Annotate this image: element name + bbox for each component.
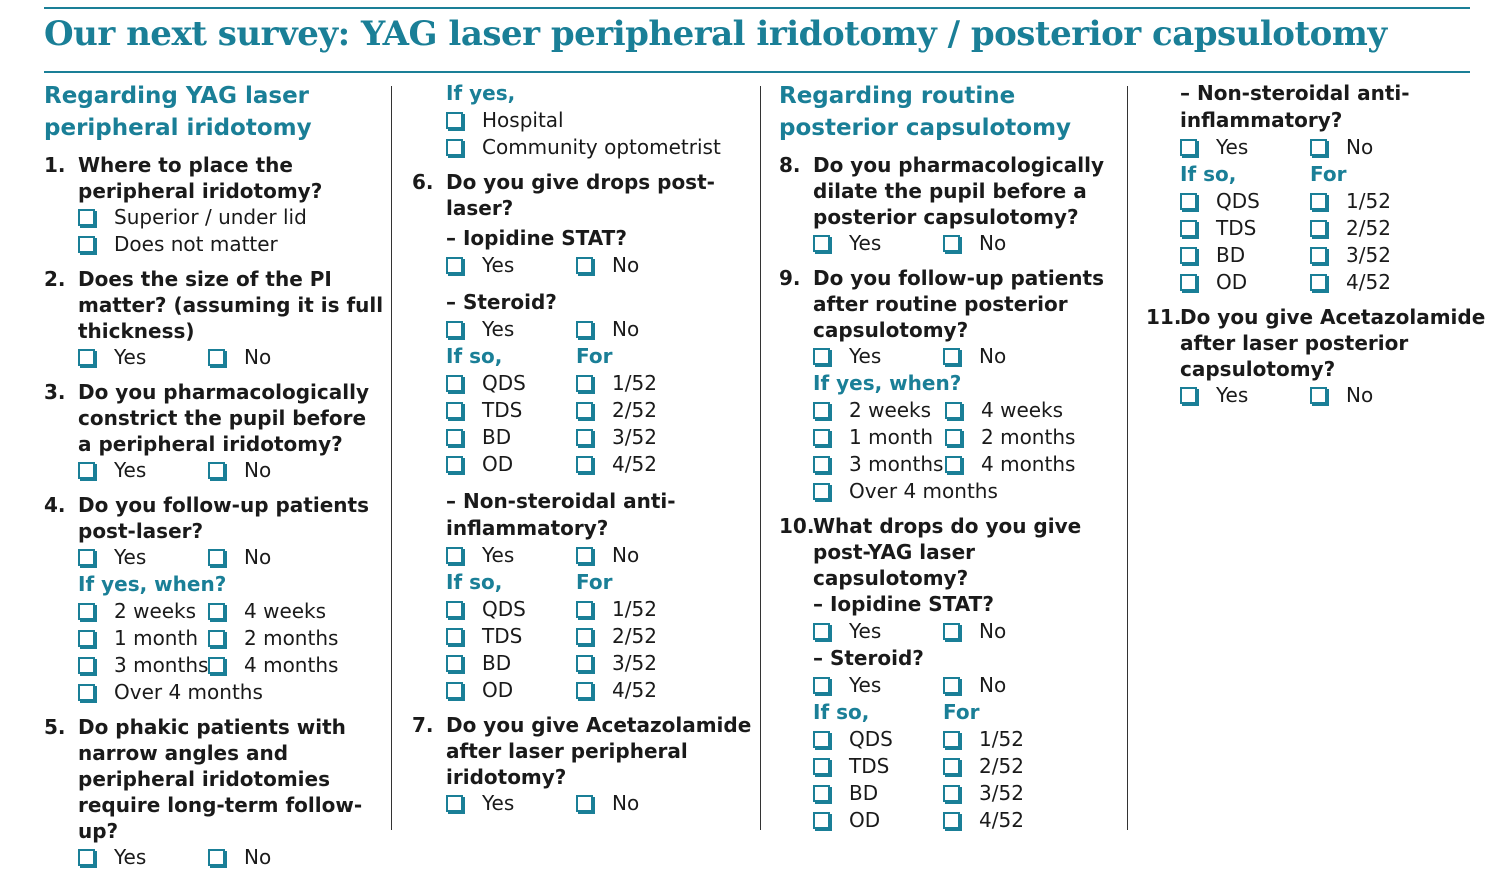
square-checkbox-icon[interactable]	[446, 655, 463, 672]
option-label: TDS	[1216, 216, 1257, 240]
option-label: No	[244, 845, 272, 869]
square-checkbox-icon[interactable]	[78, 630, 95, 647]
square-checkbox-icon[interactable]	[446, 601, 463, 618]
option-2-52[interactable]	[1310, 215, 1391, 242]
option-od[interactable]	[446, 451, 576, 478]
if-so-label: If so,	[1180, 162, 1237, 186]
option-1-52[interactable]	[1310, 188, 1391, 215]
option-label: No	[612, 253, 640, 277]
square-checkbox-icon[interactable]	[576, 547, 593, 564]
square-checkbox-icon[interactable]	[943, 758, 960, 775]
square-checkbox-icon[interactable]	[78, 236, 95, 253]
option-label: Yes	[482, 253, 515, 277]
option-over-4-months[interactable]	[78, 679, 384, 706]
if-yes-label: If yes,	[446, 81, 516, 105]
option-no[interactable]	[943, 343, 1006, 370]
option-3-52[interactable]	[576, 424, 657, 451]
option-yes[interactable]	[78, 457, 208, 484]
option-3-months[interactable]	[813, 451, 945, 478]
option-label: 4 weeks	[244, 599, 327, 623]
option-2-months[interactable]	[945, 424, 1075, 451]
option-no[interactable]	[943, 672, 1006, 699]
square-checkbox-icon[interactable]	[446, 429, 463, 446]
option-label: Community optometrist	[482, 135, 721, 159]
square-checkbox-icon[interactable]	[576, 375, 593, 392]
square-checkbox-icon[interactable]	[446, 321, 463, 338]
option-label: TDS	[849, 754, 890, 778]
option-label: 4 months	[244, 653, 339, 677]
option-label: QDS	[849, 727, 893, 751]
option-label: 4 weeks	[981, 398, 1064, 422]
question-text: Where to place the peripheral iridotomy?	[78, 153, 323, 203]
steroid-subquestion: – Steroid?	[813, 646, 924, 670]
square-checkbox-icon[interactable]	[78, 657, 95, 674]
option-label: BD	[482, 425, 512, 449]
option-2-52[interactable]	[943, 753, 1024, 780]
option-label: No	[979, 344, 1007, 368]
column-1	[44, 80, 384, 871]
square-checkbox-icon[interactable]	[813, 623, 830, 640]
square-checkbox-icon[interactable]	[208, 630, 225, 647]
square-checkbox-icon[interactable]	[945, 456, 962, 473]
option-label: TDS	[482, 398, 523, 422]
question-9	[779, 265, 1119, 343]
square-checkbox-icon[interactable]	[813, 235, 830, 252]
square-checkbox-icon[interactable]	[446, 112, 463, 129]
square-checkbox-icon[interactable]	[78, 462, 95, 479]
option-label: 3/52	[1346, 243, 1391, 267]
iopidine-subquestion: – Iopidine STAT?	[813, 592, 994, 616]
square-checkbox-icon[interactable]	[813, 402, 830, 419]
option-yes[interactable]	[78, 344, 208, 371]
option-qds[interactable]	[446, 596, 576, 623]
square-checkbox-icon[interactable]	[813, 348, 830, 365]
option-label: 2/52	[612, 624, 657, 648]
question-8	[779, 152, 1119, 230]
option-label: 4/52	[612, 452, 657, 476]
option-label: 3/52	[979, 781, 1024, 805]
question-number: 4.	[44, 493, 66, 517]
option-over-4-months[interactable]	[813, 478, 1119, 505]
for-label: For	[576, 570, 613, 594]
question-text: Do you follow-up patients after routine posterior capsulotomy?	[813, 266, 1104, 342]
option-label: Does not matter	[114, 232, 278, 256]
option-yes[interactable]	[813, 230, 943, 257]
option-label: No	[612, 543, 640, 567]
option-label: 2 months	[244, 626, 339, 650]
option-od[interactable]	[1180, 269, 1310, 296]
option-label: Yes	[849, 619, 882, 643]
question-number: 9.	[779, 266, 801, 290]
question-7	[412, 712, 752, 790]
square-checkbox-icon[interactable]	[78, 209, 95, 226]
option-label: Over 4 months	[849, 479, 998, 503]
square-checkbox-icon[interactable]	[576, 601, 593, 618]
option-2-weeks[interactable]	[813, 397, 945, 424]
option-no[interactable]	[576, 542, 639, 569]
option-2-52[interactable]	[576, 397, 657, 424]
option-no[interactable]	[1310, 382, 1373, 409]
square-checkbox-icon[interactable]	[813, 812, 830, 829]
square-checkbox-icon[interactable]	[446, 375, 463, 392]
square-checkbox-icon[interactable]	[1180, 274, 1197, 291]
square-checkbox-icon[interactable]	[1310, 387, 1327, 404]
option-label: No	[979, 231, 1007, 255]
option-label: 1/52	[612, 597, 657, 621]
option-hospital[interactable]	[446, 107, 752, 134]
question-number: 1.	[44, 153, 66, 177]
nsaid-subquestion: – Non-steroidal anti-inflammatory?	[1180, 81, 1410, 132]
square-checkbox-icon[interactable]	[1310, 274, 1327, 291]
question-6	[412, 169, 752, 221]
title-rule	[44, 71, 1470, 73]
option-label: 2 weeks	[114, 599, 197, 623]
square-checkbox-icon[interactable]	[446, 628, 463, 645]
option-label: 3 months	[114, 653, 209, 677]
option-yes[interactable]	[78, 544, 208, 571]
page-title: Our next survey: YAG laser peripheral iridotomy / posterior capsulotomy	[44, 14, 1387, 54]
column-divider	[1127, 86, 1128, 830]
option-label: 4/52	[979, 808, 1024, 832]
square-checkbox-icon[interactable]	[446, 682, 463, 699]
option-yes[interactable]	[813, 343, 943, 370]
option-label: 1/52	[1346, 189, 1391, 213]
option-bd[interactable]	[1180, 242, 1310, 269]
option-label: OD	[482, 678, 514, 702]
option-label: 1/52	[979, 727, 1024, 751]
square-checkbox-icon[interactable]	[576, 682, 593, 699]
option-yes[interactable]	[446, 316, 576, 343]
option-bd[interactable]	[813, 780, 943, 807]
square-checkbox-icon[interactable]	[945, 402, 962, 419]
option-label: No	[244, 345, 272, 369]
option-does-not-matter[interactable]	[78, 231, 384, 258]
square-checkbox-icon[interactable]	[943, 235, 960, 252]
question-number: 5.	[44, 715, 66, 739]
square-checkbox-icon[interactable]	[1180, 139, 1197, 156]
square-checkbox-icon[interactable]	[208, 549, 225, 566]
option-label: 1 month	[114, 626, 198, 650]
option-label: BD	[849, 781, 879, 805]
square-checkbox-icon[interactable]	[78, 349, 95, 366]
question-text: Do you pharmacologically constrict the pupil before a peripheral iridotomy?	[78, 380, 369, 456]
square-checkbox-icon[interactable]	[576, 429, 593, 446]
option-label: BD	[482, 651, 512, 675]
square-checkbox-icon[interactable]	[1310, 139, 1327, 156]
option-label: No	[244, 458, 272, 482]
column-2	[412, 80, 752, 817]
square-checkbox-icon[interactable]	[208, 462, 225, 479]
square-checkbox-icon[interactable]	[576, 456, 593, 473]
square-checkbox-icon[interactable]	[1180, 247, 1197, 264]
option-yes[interactable]	[813, 672, 943, 699]
square-checkbox-icon[interactable]	[576, 257, 593, 274]
square-checkbox-icon[interactable]	[1310, 193, 1327, 210]
option-yes[interactable]	[446, 252, 576, 279]
square-checkbox-icon[interactable]	[813, 785, 830, 802]
option-no[interactable]	[943, 230, 1006, 257]
option-label: QDS	[482, 371, 526, 395]
option-label: No	[612, 317, 640, 341]
square-checkbox-icon[interactable]	[1310, 247, 1327, 264]
section-heading-capsulotomy: Regarding routine posterior capsulotomy	[779, 83, 1072, 141]
option-4-months[interactable]	[945, 451, 1075, 478]
square-checkbox-icon[interactable]	[78, 603, 95, 620]
for-label: For	[576, 344, 613, 368]
option-label: 2/52	[1346, 216, 1391, 240]
square-checkbox-icon[interactable]	[1310, 220, 1327, 237]
square-checkbox-icon[interactable]	[813, 758, 830, 775]
option-no[interactable]	[208, 344, 271, 371]
option-qds[interactable]	[813, 726, 943, 753]
square-checkbox-icon[interactable]	[813, 456, 830, 473]
option-yes[interactable]	[813, 618, 943, 645]
square-checkbox-icon[interactable]	[78, 684, 95, 701]
option-4-months[interactable]	[208, 652, 338, 679]
option-community-optometrist[interactable]	[446, 134, 752, 161]
square-checkbox-icon[interactable]	[945, 429, 962, 446]
square-checkbox-icon[interactable]	[576, 628, 593, 645]
option-1-month[interactable]	[78, 625, 208, 652]
option-label: No	[244, 545, 272, 569]
square-checkbox-icon[interactable]	[576, 655, 593, 672]
square-checkbox-icon[interactable]	[446, 257, 463, 274]
option-label: Yes	[114, 345, 147, 369]
question-text: Do you give Acetazolamide after laser posterior capsulotomy?	[1180, 305, 1486, 381]
square-checkbox-icon[interactable]	[813, 483, 830, 500]
square-checkbox-icon[interactable]	[78, 549, 95, 566]
option-4-52[interactable]	[576, 677, 657, 704]
option-label: Superior / under lid	[114, 205, 307, 229]
column-4	[1146, 80, 1486, 409]
option-label: QDS	[1216, 189, 1260, 213]
column-divider	[760, 86, 761, 830]
option-label: Yes	[849, 673, 882, 697]
question-text: Do you give drops post-laser?	[446, 170, 715, 220]
square-checkbox-icon[interactable]	[1180, 220, 1197, 237]
question-number: 8.	[779, 153, 801, 177]
square-checkbox-icon[interactable]	[943, 731, 960, 748]
square-checkbox-icon[interactable]	[813, 429, 830, 446]
option-label: Yes	[114, 545, 147, 569]
question-1	[44, 152, 384, 204]
question-text: Do you pharmacologically dilate the pupil before a posterior capsulotomy?	[813, 153, 1104, 229]
option-label: 2 months	[981, 425, 1076, 449]
option-1-month[interactable]	[813, 424, 945, 451]
option-yes[interactable]	[446, 542, 576, 569]
question-3	[44, 379, 384, 457]
question-number: 2.	[44, 267, 66, 291]
option-3-months[interactable]	[78, 652, 208, 679]
option-label: Yes	[114, 845, 147, 869]
option-label: No	[1346, 135, 1374, 159]
square-checkbox-icon[interactable]	[1180, 387, 1197, 404]
option-label: 4 months	[981, 452, 1076, 476]
option-yes[interactable]	[78, 844, 208, 871]
nsaid-subquestion: – Non-steroidal anti-inflammatory?	[446, 489, 676, 540]
question-4	[44, 492, 384, 544]
question-5	[44, 714, 384, 844]
square-checkbox-icon[interactable]	[943, 677, 960, 694]
square-checkbox-icon[interactable]	[943, 623, 960, 640]
option-label: Yes	[482, 317, 515, 341]
if-yes-when-label: If yes, when?	[78, 572, 227, 596]
option-label: Yes	[849, 344, 882, 368]
option-label: 2/52	[979, 754, 1024, 778]
square-checkbox-icon[interactable]	[813, 677, 830, 694]
steroid-subquestion: – Steroid?	[446, 290, 557, 314]
option-4-weeks[interactable]	[945, 397, 1063, 424]
option-no[interactable]	[576, 252, 639, 279]
question-number: 10.	[779, 514, 815, 538]
option-label: Yes	[114, 458, 147, 482]
option-label: Over 4 months	[114, 680, 263, 704]
option-qds[interactable]	[446, 370, 576, 397]
option-tds[interactable]	[1180, 215, 1310, 242]
option-label: OD	[849, 808, 881, 832]
option-yes[interactable]	[1180, 134, 1310, 161]
iopidine-subquestion: – Iopidine STAT?	[446, 226, 627, 250]
option-label: 2/52	[612, 398, 657, 422]
option-label: QDS	[482, 597, 526, 621]
question-10	[779, 513, 1119, 591]
square-checkbox-icon[interactable]	[446, 547, 463, 564]
option-label: No	[1346, 383, 1374, 407]
option-no[interactable]	[208, 457, 271, 484]
if-so-label: If so,	[446, 344, 503, 368]
option-tds[interactable]	[446, 623, 576, 650]
option-3-52[interactable]	[576, 650, 657, 677]
question-text: What drops do you give post-YAG laser capsulotomy?	[813, 514, 1082, 590]
option-od[interactable]	[446, 677, 576, 704]
option-no[interactable]	[208, 844, 271, 871]
if-yes-when-label: If yes, when?	[813, 371, 962, 395]
square-checkbox-icon[interactable]	[576, 795, 593, 812]
question-text: Do phakic patients with narrow angles and peripheral iridotomies require long-term follow-up?	[78, 715, 363, 843]
option-label: Yes	[1216, 383, 1249, 407]
if-so-label: If so,	[446, 570, 503, 594]
option-label: Hospital	[482, 108, 564, 132]
square-checkbox-icon[interactable]	[1180, 193, 1197, 210]
option-yes[interactable]	[1180, 382, 1310, 409]
square-checkbox-icon[interactable]	[813, 731, 830, 748]
option-label: 2 weeks	[849, 398, 932, 422]
square-checkbox-icon[interactable]	[446, 795, 463, 812]
option-no[interactable]	[1310, 134, 1373, 161]
question-number: 3.	[44, 380, 66, 404]
square-checkbox-icon[interactable]	[208, 849, 225, 866]
if-so-label: If so,	[813, 700, 870, 724]
option-label: 4/52	[612, 678, 657, 702]
option-1-52[interactable]	[943, 726, 1024, 753]
square-checkbox-icon[interactable]	[208, 349, 225, 366]
square-checkbox-icon[interactable]	[446, 402, 463, 419]
option-bd[interactable]	[446, 424, 576, 451]
option-tds[interactable]	[446, 397, 576, 424]
question-number: 7.	[412, 713, 434, 737]
square-checkbox-icon[interactable]	[208, 657, 225, 674]
option-label: Yes	[482, 543, 515, 567]
option-2-months[interactable]	[208, 625, 338, 652]
question-text: Do you give Acetazolamide after laser peripheral iridotomy?	[446, 713, 752, 789]
option-label: 3 months	[849, 452, 944, 476]
column-divider	[391, 86, 392, 830]
square-checkbox-icon[interactable]	[446, 456, 463, 473]
question-number: 11.	[1146, 305, 1182, 329]
option-no[interactable]	[576, 316, 639, 343]
option-label: OD	[482, 452, 514, 476]
option-label: 4/52	[1346, 270, 1391, 294]
option-2-weeks[interactable]	[78, 598, 208, 625]
option-4-weeks[interactable]	[208, 598, 326, 625]
for-label: For	[1310, 162, 1347, 186]
option-label: Yes	[849, 231, 882, 255]
square-checkbox-icon[interactable]	[208, 603, 225, 620]
square-checkbox-icon[interactable]	[78, 849, 95, 866]
square-checkbox-icon[interactable]	[446, 139, 463, 156]
option-label: OD	[1216, 270, 1248, 294]
option-label: No	[979, 673, 1007, 697]
square-checkbox-icon[interactable]	[943, 785, 960, 802]
option-no[interactable]	[208, 544, 271, 571]
option-label: No	[612, 791, 640, 815]
option-label: Yes	[1216, 135, 1249, 159]
for-label: For	[943, 700, 980, 724]
option-label: No	[979, 619, 1007, 643]
option-qds[interactable]	[1180, 188, 1310, 215]
option-label: TDS	[482, 624, 523, 648]
option-3-52[interactable]	[943, 780, 1024, 807]
square-checkbox-icon[interactable]	[943, 812, 960, 829]
option-label: 3/52	[612, 651, 657, 675]
option-label: 1 month	[849, 425, 933, 449]
option-no[interactable]	[943, 618, 1006, 645]
question-11	[1146, 304, 1486, 382]
option-4-52[interactable]	[1310, 269, 1391, 296]
option-no[interactable]	[576, 790, 639, 817]
option-1-52[interactable]	[576, 370, 657, 397]
option-4-52[interactable]	[576, 451, 657, 478]
question-text: Do you follow-up patients post-laser?	[78, 493, 369, 543]
square-checkbox-icon[interactable]	[576, 402, 593, 419]
top-rule	[44, 7, 1470, 9]
question-number: 6.	[412, 170, 434, 194]
option-label: Yes	[482, 791, 515, 815]
square-checkbox-icon[interactable]	[576, 321, 593, 338]
option-superior[interactable]	[78, 204, 384, 231]
option-label: 3/52	[612, 425, 657, 449]
option-1-52[interactable]	[576, 596, 657, 623]
section-heading-iridotomy: Regarding YAG laser peripheral iridotomy	[44, 83, 312, 141]
option-label: 1/52	[612, 371, 657, 395]
option-4-52[interactable]	[943, 807, 1024, 834]
option-3-52[interactable]	[1310, 242, 1391, 269]
option-bd[interactable]	[446, 650, 576, 677]
column-3	[779, 80, 1119, 834]
square-checkbox-icon[interactable]	[943, 348, 960, 365]
question-2	[44, 266, 384, 344]
option-yes[interactable]	[446, 790, 576, 817]
option-od[interactable]	[813, 807, 943, 834]
option-tds[interactable]	[813, 753, 943, 780]
option-label: BD	[1216, 243, 1246, 267]
option-2-52[interactable]	[576, 623, 657, 650]
question-text: Does the size of the PI matter? (assuming it is full thickness)	[78, 267, 384, 343]
